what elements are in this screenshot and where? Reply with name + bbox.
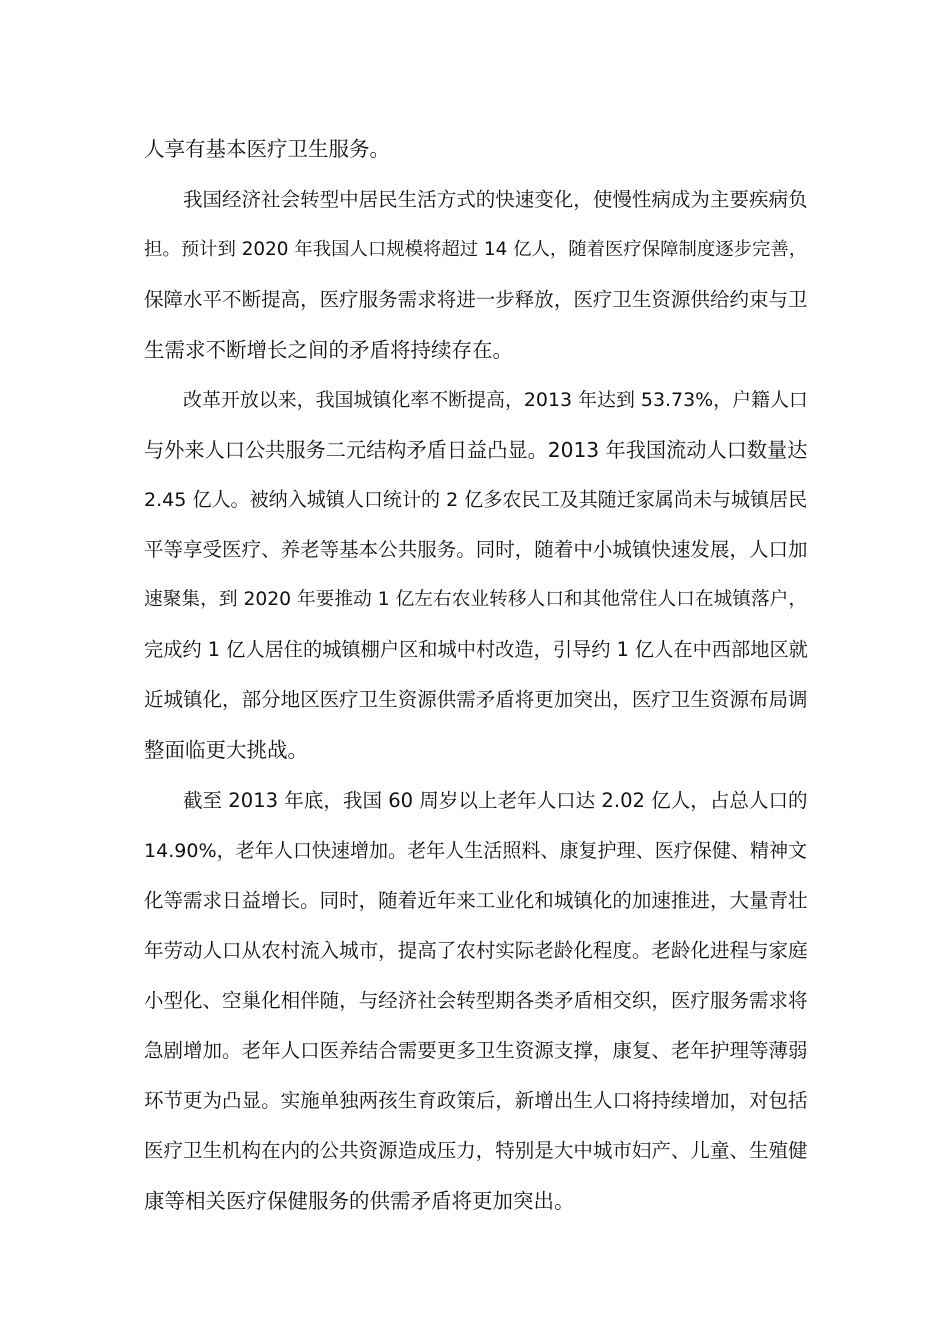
text-line-21: 医疗卫生机构在内的公共资源造成压力，特别是大中城市妇产、儿童、生殖健 — [144, 1139, 808, 1162]
text-line-5: 生需求不断增长之间的矛盾将持续存在。 — [144, 338, 513, 362]
text-line-19: 急剧增加。老年人口医养结合需要更多卫生资源支撑，康复、老年护理等薄弱 — [144, 1039, 808, 1062]
text-line-7: 与外来人口公共服务二元结构矛盾日益凸显。2013 年我国流动人口数量达 — [144, 438, 808, 462]
text-line-18: 小型化、空巢化相伴随，与经济社会转型期各类矛盾相交织，医疗服务需求将 — [144, 989, 808, 1012]
text-line-16: 化等需求日益增长。同时，随着近年来工业化和城镇化的加速推进，大量青壮 — [144, 889, 808, 912]
text-line-2: 我国经济社会转型中居民生活方式的快速变化，使慢性病成为主要疾病负 — [183, 188, 808, 211]
text-line-11: 完成约 1 亿人居住的城镇棚户区和城中村改造，引导约 1 亿人在中西部地区就 — [144, 638, 808, 661]
text-line-22: 康等相关医疗保健服务的供需矛盾将更加突出。 — [144, 1189, 575, 1213]
text-line-9: 平等享受医疗、养老等基本公共服务。同时，随着中小城镇快速发展，人口加 — [144, 538, 808, 561]
text-line-3: 担。预计到 2020 年我国人口规模将超过 14 亿人，随着医疗保障制度逐步完善， — [144, 239, 808, 260]
text-line-14: 截至 2013 年底，我国 60 周岁以上老年人口达 2.02 亿人，占总人口的 — [183, 789, 808, 812]
text-line-8: 2.45 亿人。被纳入城镇人口统计的 2 亿多农民工及其随迁家属尚未与城镇居民 — [144, 489, 808, 511]
text-line-1: 人享有基本医疗卫生服务。 — [144, 137, 390, 161]
text-line-6: 改革开放以来，我国城镇化率不断提高，2013 年达到 53.73%，户籍人口 — [183, 389, 808, 411]
text-line-17: 年劳动人口从农村流入城市，提高了农村实际老龄化程度。老龄化进程与家庭 — [144, 939, 808, 962]
text-line-4: 保障水平不断提高，医疗服务需求将进一步释放，医疗卫生资源供给约束与卫 — [144, 288, 808, 311]
text-line-13: 整面临更大挑战。 — [144, 738, 308, 762]
text-line-10: 速聚集，到 2020 年要推动 1 亿左右农业转移人口和其他常住人口在城镇落户， — [144, 589, 808, 610]
text-line-12: 近城镇化，部分地区医疗卫生资源供需矛盾将更加突出，医疗卫生资源布局调 — [144, 688, 808, 711]
text-line-15: 14.90%，老年人口快速增加。老年人生活照料、康复护理、医疗保健、精神文 — [144, 840, 808, 862]
text-line-20: 环节更为凸显。实施单独两孩生育政策后，新增出生人口将持续增加，对包括 — [144, 1089, 808, 1112]
